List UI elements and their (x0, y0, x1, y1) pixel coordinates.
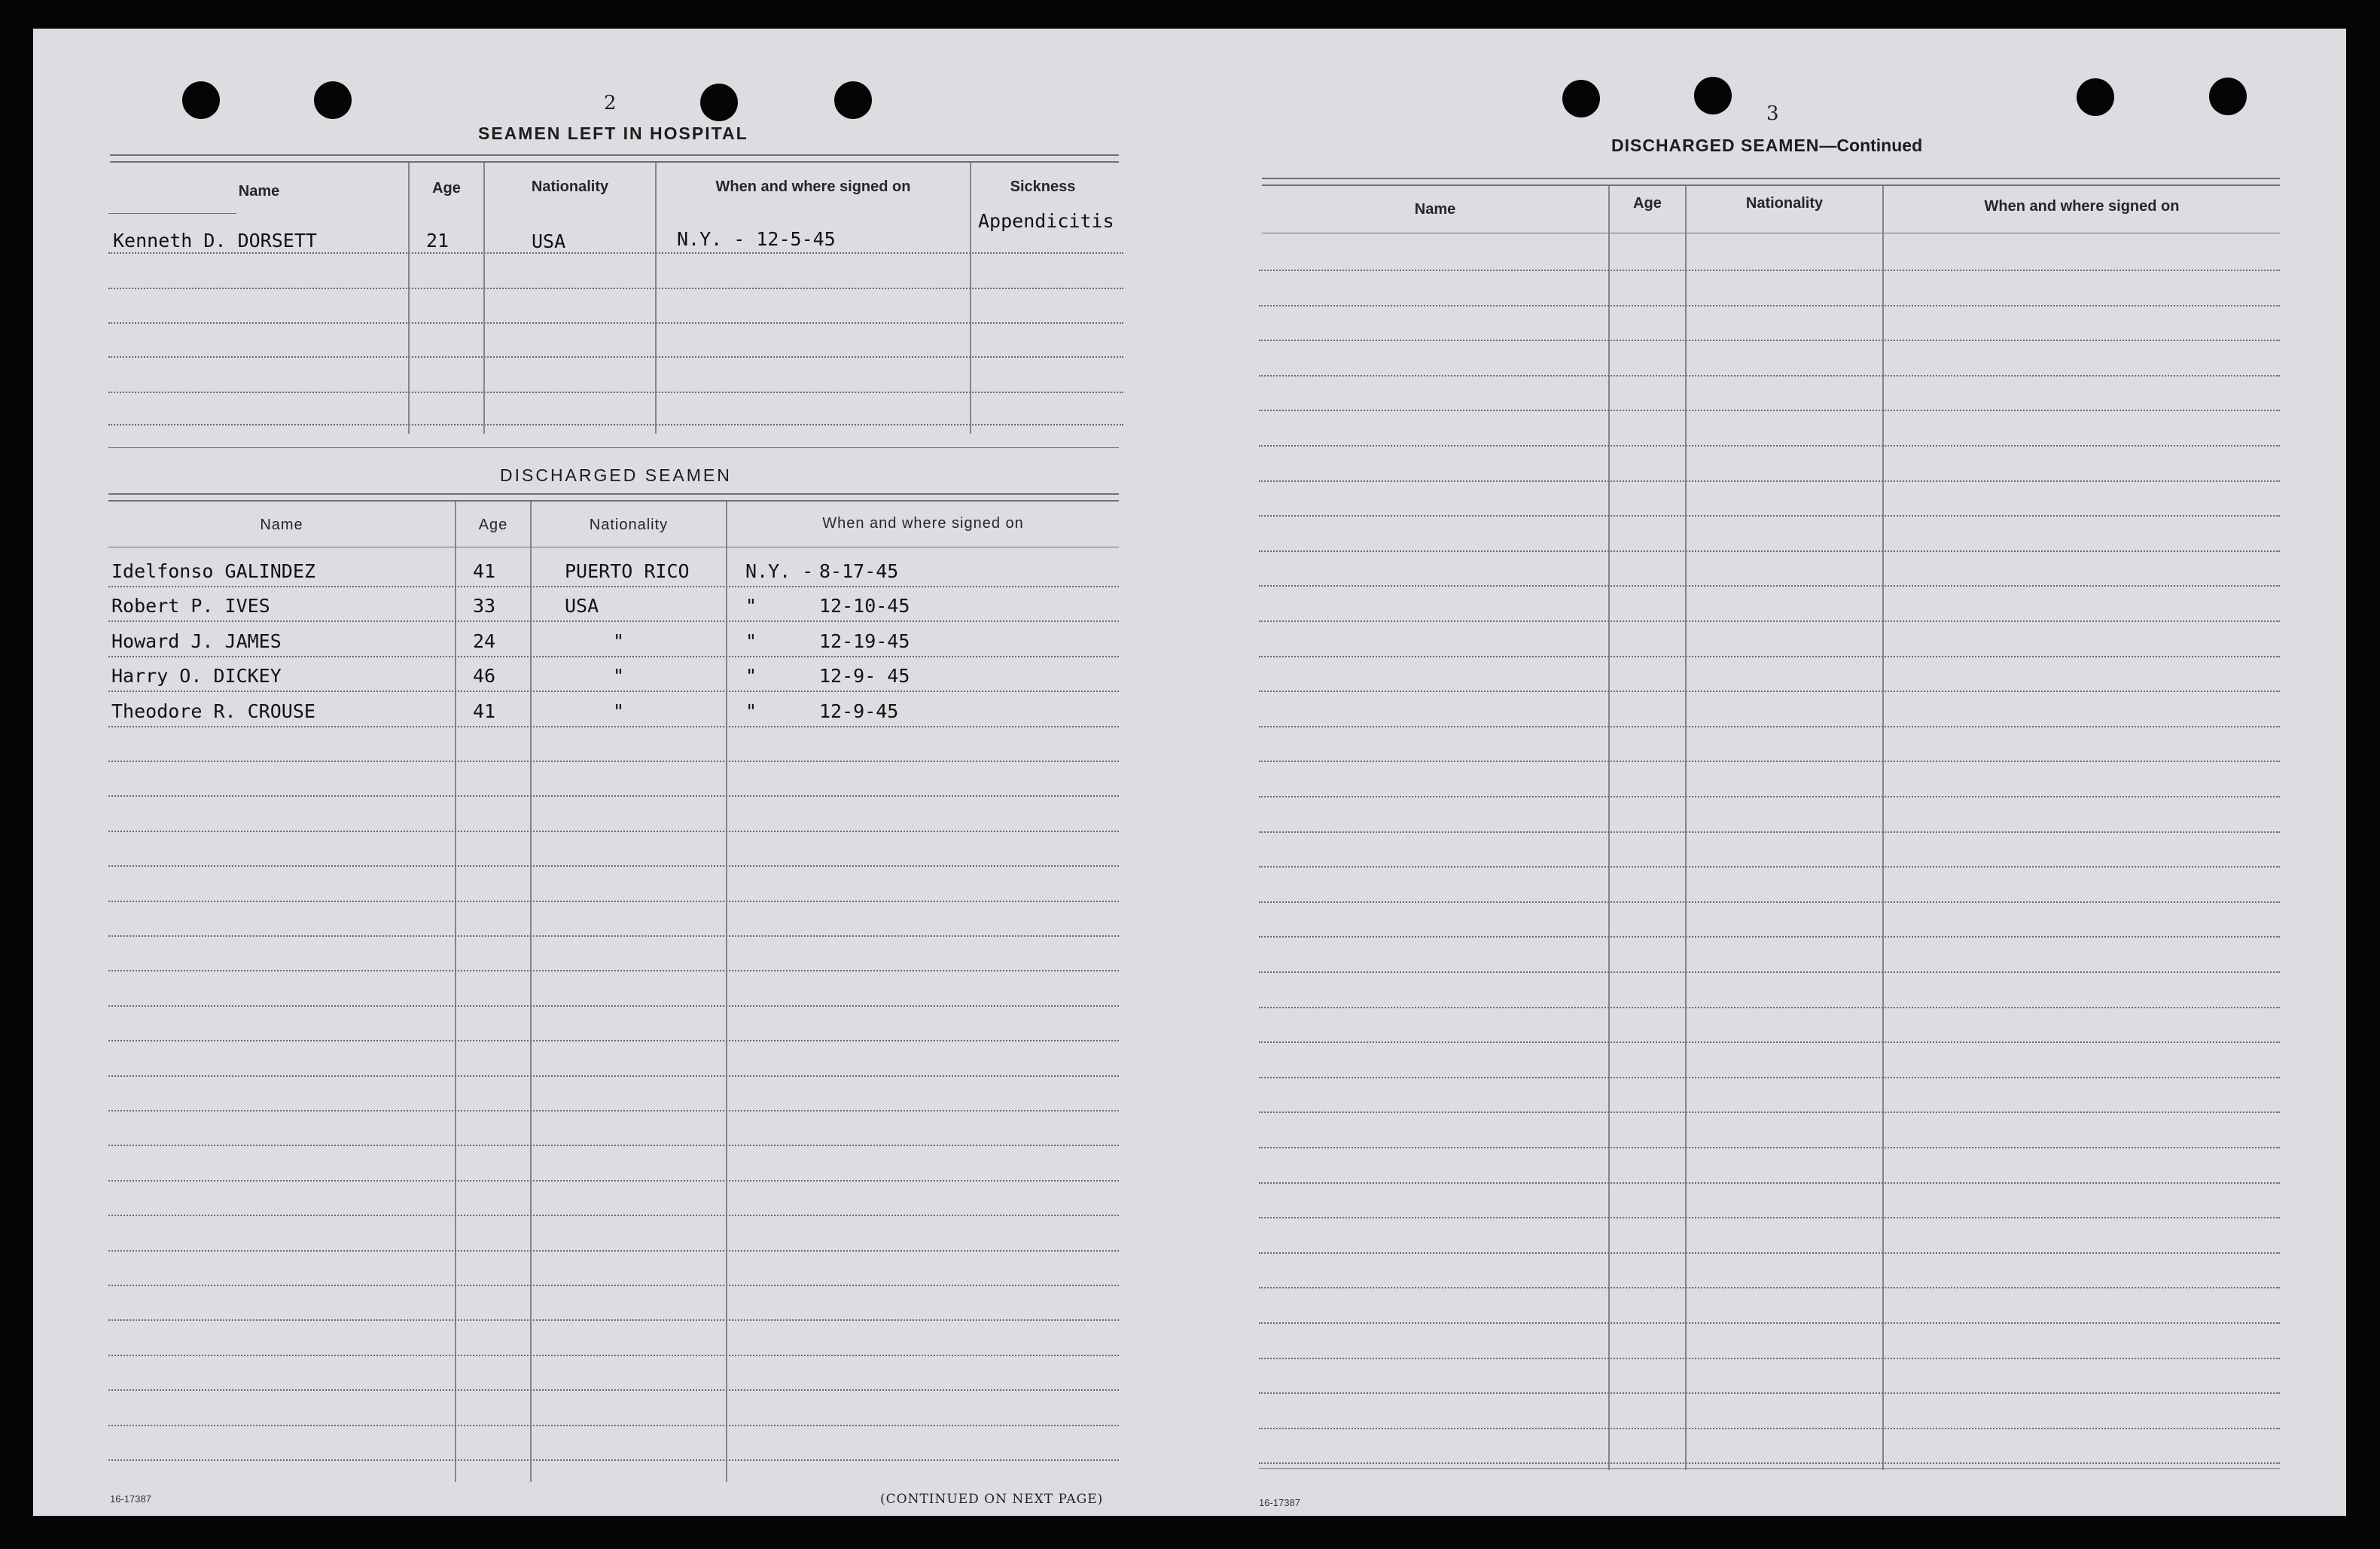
row-rule (108, 970, 1119, 971)
discharged-row-where: " (745, 665, 757, 687)
discharged-header-age: Age (478, 517, 508, 533)
row-rule (1259, 1252, 2280, 1254)
discharged-row-nationality: " (613, 665, 625, 687)
discharged-row-name: Theodore R. CROUSE (111, 700, 315, 722)
row-rule (108, 761, 1119, 762)
row-rule (1259, 691, 2280, 692)
row-rule (1259, 1392, 2280, 1394)
punch-hole (314, 81, 352, 119)
row-rule (108, 586, 1119, 587)
discharged-row-date: 12-9- 45 (819, 665, 910, 687)
row-rule (1259, 1358, 2280, 1359)
form-number-right: 16-17387 (1259, 1497, 1300, 1508)
row-rule (1259, 656, 2280, 657)
discharged-row-age: 41 (473, 700, 496, 722)
row-rule (1259, 936, 2280, 938)
right-header-name: Name (1414, 201, 1456, 218)
table-rule (1262, 184, 2280, 186)
form-number-left: 16-17387 (110, 1493, 151, 1505)
row-rule (1259, 305, 2280, 306)
column-rule (970, 163, 971, 434)
row-rule (1259, 866, 2280, 868)
discharged-row-age: 33 (473, 595, 496, 617)
row-rule (1259, 515, 2280, 517)
discharged-header-nationality: Nationality (589, 517, 669, 533)
row-rule (1259, 550, 2280, 552)
punch-hole (2209, 78, 2247, 115)
discharged-row-date: 12-19-45 (819, 630, 910, 652)
continued-note: (CONTINUED ON NEXT PAGE) (880, 1492, 1104, 1507)
column-rule (655, 163, 657, 434)
title-suffix: —Continued (1819, 136, 1923, 155)
row-rule (1259, 270, 2280, 271)
hospital-header-age: Age (432, 180, 461, 197)
discharged-row-date: 12-10-45 (819, 595, 910, 617)
row-rule (108, 935, 1119, 937)
row-rule (1259, 1041, 2280, 1043)
right-header-nationality: Nationality (1745, 195, 1824, 212)
column-rule (726, 502, 727, 1482)
discharged-row-where: " (745, 595, 757, 617)
row-rule (108, 795, 1119, 797)
discharged-row-nationality: PUERTO RICO (565, 560, 690, 582)
row-rule (1259, 445, 2280, 447)
discharged-row-name: Harry O. DICKEY (111, 665, 282, 687)
row-rule (108, 1250, 1119, 1252)
table-rule (110, 154, 1119, 156)
row-rule (108, 865, 1119, 867)
table-rule (1262, 178, 2280, 179)
hospital-header-signed-on: When and where signed on (715, 178, 911, 195)
row-rule (108, 656, 1119, 657)
discharged-row-where: N.Y. - (745, 560, 814, 582)
row-rule (1259, 621, 2280, 622)
discharged-row-age: 41 (473, 560, 496, 582)
table-rule (1259, 1468, 2280, 1469)
row-rule (1259, 585, 2280, 587)
title-main: DISCHARGED SEAMEN (1611, 136, 1820, 155)
row-rule (1259, 1007, 2280, 1008)
row-rule (108, 1075, 1119, 1077)
discharged-section-title: DISCHARGED SEAMEN (500, 465, 732, 485)
page-number-left: 2 (604, 92, 617, 114)
row-rule (108, 691, 1119, 692)
hospital-header-sickness: Sickness (1010, 178, 1076, 195)
row-rule (108, 1285, 1119, 1286)
discharged-row-nationality: " (613, 700, 625, 722)
right-header-signed-on: When and where signed on (1984, 198, 2180, 215)
row-rule (108, 1425, 1119, 1426)
row-rule (108, 1215, 1119, 1216)
document-sheet (33, 29, 2346, 1516)
punch-hole (1694, 77, 1732, 114)
punch-hole (1562, 80, 1600, 117)
row-rule (1259, 1182, 2280, 1184)
hospital-row-sickness: Appendicitis (978, 210, 1114, 232)
row-rule (1259, 375, 2280, 377)
row-rule (108, 831, 1119, 832)
punch-hole (182, 81, 220, 119)
discharged-header-signed-on: When and where signed on (822, 515, 1024, 532)
row-rule (1259, 1322, 2280, 1324)
row-rule (108, 726, 1119, 727)
row-rule (108, 901, 1119, 902)
column-rule (1685, 186, 1687, 1470)
row-rule (1259, 726, 2280, 727)
column-rule (483, 163, 485, 434)
column-rule (1608, 186, 1610, 1470)
row-rule (1259, 340, 2280, 341)
hospital-row-signed-on: N.Y. - 12-5-45 (677, 228, 836, 250)
discharged-row-age: 24 (473, 630, 496, 652)
row-rule (1259, 1111, 2280, 1113)
discharged-row-date: 8-17-45 (819, 560, 899, 582)
row-rule (1259, 971, 2280, 973)
discharged-row-date: 12-9-45 (819, 700, 899, 722)
discharged-row-where: " (745, 700, 757, 722)
row-rule (1259, 1287, 2280, 1288)
discharged-continued-title (1611, 136, 1922, 156)
table-rule (108, 447, 1119, 448)
row-rule (108, 1389, 1119, 1391)
row-rule (1259, 1077, 2280, 1078)
table-rule (110, 161, 1119, 163)
row-rule (1259, 796, 2280, 797)
page-number-right: 3 (1766, 102, 1779, 125)
row-rule (1259, 410, 2280, 411)
row-rule (1259, 1147, 2280, 1148)
hospital-header-name: Name (238, 183, 280, 200)
row-rule (1259, 1462, 2280, 1464)
hospital-row-nationality: USA (532, 230, 566, 252)
table-rule (108, 493, 1119, 495)
punch-hole (834, 81, 872, 119)
row-rule (108, 1180, 1119, 1182)
table-rule (108, 213, 236, 214)
column-rule (408, 163, 410, 434)
row-rule (1259, 901, 2280, 903)
row-rule (108, 1110, 1119, 1111)
hospital-header-nationality: Nationality (531, 178, 609, 195)
discharged-row-name: Robert P. IVES (111, 595, 270, 617)
punch-hole (2077, 78, 2114, 116)
discharged-header-name: Name (260, 517, 303, 533)
row-rule (108, 1319, 1119, 1321)
row-rule (1259, 1428, 2280, 1429)
table-rule (108, 500, 1119, 502)
column-rule (455, 502, 456, 1482)
row-rule (108, 1145, 1119, 1146)
punch-hole (700, 84, 738, 121)
right-header-age: Age (1633, 195, 1662, 212)
row-rule (1259, 480, 2280, 482)
row-rule (108, 1459, 1119, 1461)
discharged-row-name: Idelfonso GALINDEZ (111, 560, 315, 582)
row-rule (1259, 831, 2280, 833)
discharged-row-name: Howard J. JAMES (111, 630, 282, 652)
row-rule (1259, 1217, 2280, 1218)
hospital-row-name: Kenneth D. DORSETT (113, 230, 317, 252)
column-rule (1882, 186, 1884, 1470)
row-rule (108, 1005, 1119, 1007)
hospital-row-age: 21 (426, 230, 449, 252)
hospital-section-title: SEAMEN LEFT IN HOSPITAL (478, 123, 748, 143)
row-rule (108, 621, 1119, 622)
row-rule (108, 1040, 1119, 1041)
discharged-row-age: 46 (473, 665, 496, 687)
discharged-row-nationality: " (613, 630, 625, 652)
column-rule (530, 502, 532, 1482)
row-rule (108, 1355, 1119, 1356)
discharged-row-nationality: USA (565, 595, 599, 617)
row-rule (1259, 761, 2280, 762)
discharged-row-where: " (745, 630, 757, 652)
